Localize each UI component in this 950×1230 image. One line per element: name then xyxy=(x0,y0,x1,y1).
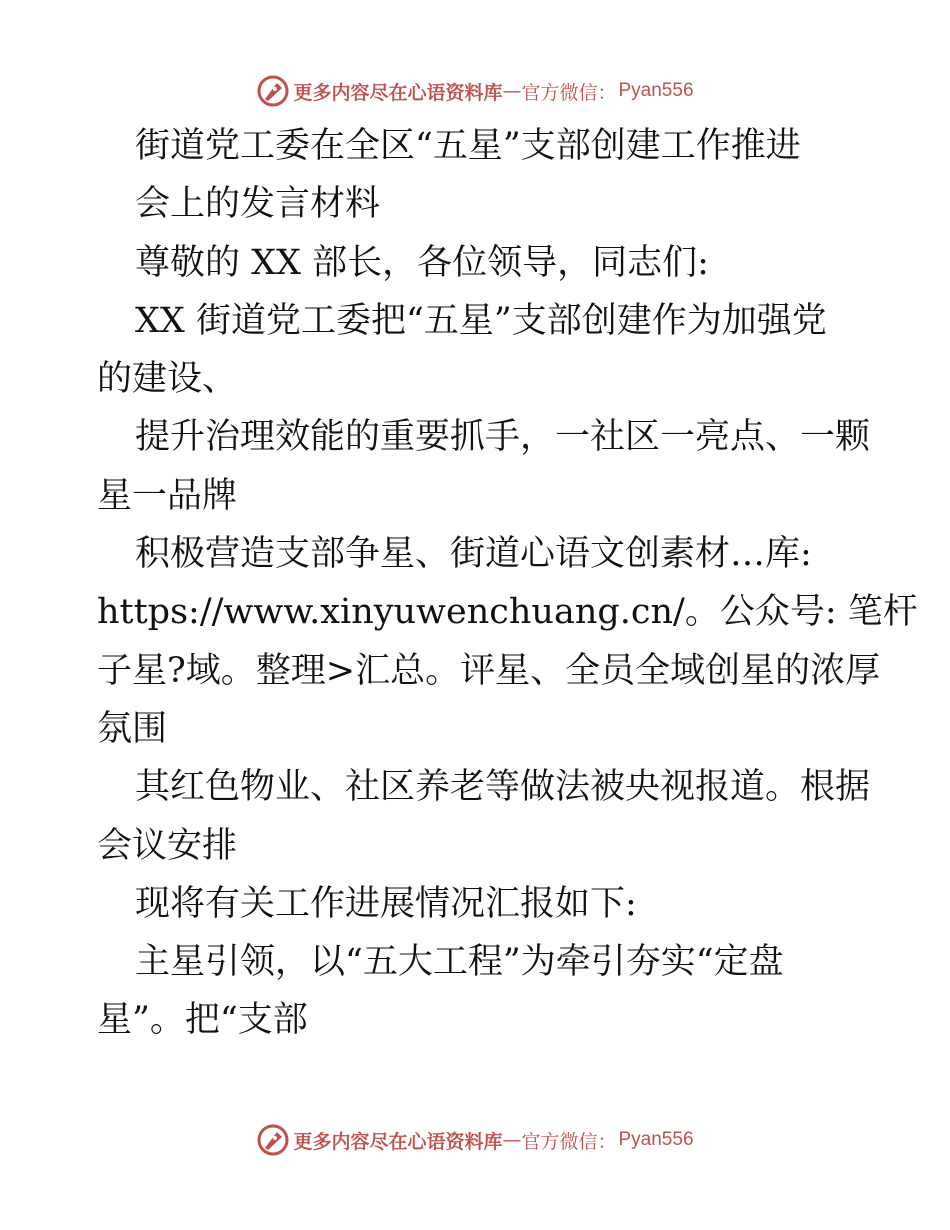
body-line: 主星引领，以“五大工程”为牵引夯实“定盘 xyxy=(135,942,784,983)
watermark-label: 官方微信： xyxy=(521,81,617,104)
body-line-url: https://www.xinyuwenchuang.cn/。公众号: 笔杆 xyxy=(97,592,918,633)
watermark-dash: — xyxy=(502,80,522,102)
body-line: XX 街道党工委把“五星”支部创建作为加强党 xyxy=(135,300,827,341)
body-line: 现将有关工作进展情况汇报如下: xyxy=(135,883,637,924)
watermark-dash: — xyxy=(502,1129,522,1151)
document-body xyxy=(97,117,918,1050)
pen-nib-icon xyxy=(256,1123,290,1157)
watermark-wechat-id: Pyan556 xyxy=(618,80,694,101)
salutation: 尊敬的 XX 部长，各位领导，同志们: xyxy=(135,242,709,283)
watermark-label: 官方微信： xyxy=(521,1130,617,1153)
footer-watermark xyxy=(0,1120,950,1160)
body-line: 提升治理效能的重要抓手，一社区一亮点、一颗 xyxy=(135,417,871,458)
document-title-line-1: 街道党工委在全区“五星”支部创建工作推进 xyxy=(135,126,801,166)
body-line: 星”。把“支部 xyxy=(97,1000,308,1041)
body-line: 会议安排 xyxy=(97,825,238,866)
header-watermark xyxy=(0,71,950,111)
body-line: 星一品牌 xyxy=(97,475,238,516)
body-line: 的建设、 xyxy=(97,359,238,400)
body-line: 积极营造支部争星、街道心语文创素材…库: xyxy=(135,534,812,575)
watermark-site: 更多内容尽在心语资料库 xyxy=(293,81,503,104)
pen-nib-icon xyxy=(256,74,290,108)
watermark-wechat-id: Pyan556 xyxy=(618,1129,694,1150)
body-line: 子星?域。整理>汇总。评星、全员全域创星的浓厚 xyxy=(97,650,881,691)
watermark-site: 更多内容尽在心语资料库 xyxy=(293,1130,503,1153)
body-line: 其红色物业、社区养老等做法被央视报道。根据 xyxy=(135,767,871,808)
document-title-line-2: 会上的发言材料 xyxy=(135,184,381,225)
body-line: 氛围 xyxy=(97,708,168,749)
